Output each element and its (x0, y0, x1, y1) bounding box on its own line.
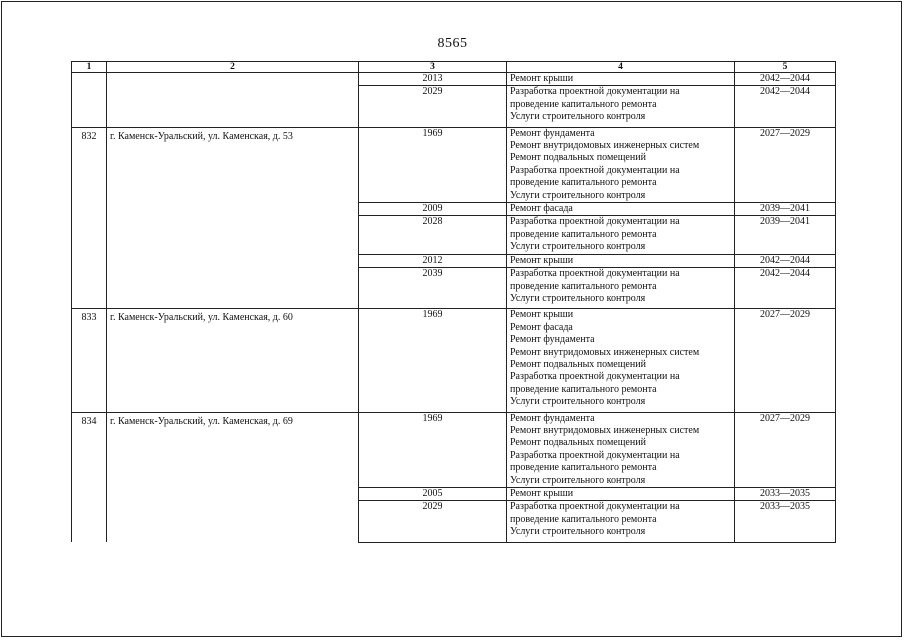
work-item: Услуги строительного контроля (510, 396, 646, 408)
planned-period: 2042—2044 (735, 254, 836, 267)
entry-address: г. Каменск-Уральский, ул. Каменская, д. 53 (107, 127, 359, 309)
work-item: Разработка проектной документации на (510, 164, 680, 176)
work-item: Ремонт крыши (510, 254, 574, 266)
column-header-3: 3 (359, 62, 507, 73)
planned-period: 2027—2029 (735, 412, 836, 487)
build-year: 2013 (359, 73, 507, 86)
planned-period: 2042—2044 (735, 73, 836, 86)
work-item: Разработка проектной документации на (510, 371, 680, 383)
spacer-cell (735, 539, 836, 543)
build-year: 2012 (359, 254, 507, 267)
build-year: 2005 (359, 488, 507, 501)
work-list (507, 127, 735, 202)
work-item: проведение капитального ремонта (510, 98, 657, 110)
work-item: проведение капитального ремонта (510, 513, 657, 525)
column-header-4: 4 (507, 62, 735, 73)
work-list (507, 309, 735, 409)
spacer-cell (507, 539, 735, 543)
work-item: Разработка проектной документации на (510, 268, 680, 280)
entry-address (107, 73, 359, 128)
work-item: Разработка проектной документации на (510, 501, 680, 513)
work-item: Ремонт фундамента (510, 412, 595, 424)
work-item: Услуги строительного контроля (510, 526, 646, 538)
work-item: Ремонт фундамента (510, 127, 595, 139)
planned-period: 2039—2041 (735, 203, 836, 216)
work-list (507, 268, 735, 306)
work-list (507, 488, 735, 501)
work-item: Ремонт крыши (510, 488, 574, 499)
work-item: Разработка проектной документации на (510, 216, 680, 228)
work-item: проведение капитального ремонта (510, 462, 657, 474)
build-year: 1969 (359, 127, 507, 202)
work-item: Ремонт подвальных помещений (510, 437, 646, 449)
work-item: Разработка проектной документации на (510, 449, 680, 461)
page-number: 8565 (437, 36, 468, 51)
work-item: Ремонт подвальных помещений (510, 152, 646, 164)
header-row (72, 62, 836, 73)
work-item: Ремонт подвальных помещений (510, 358, 646, 370)
work-item: Ремонт фасада (510, 203, 573, 215)
entry-number (72, 73, 107, 128)
work-list (507, 254, 735, 267)
entry-number: 834 (72, 412, 107, 542)
work-item: проведение капитального ремонта (510, 177, 657, 189)
column-header-2: 2 (107, 62, 359, 73)
work-item: Ремонт внутридомовых инженерных систем (510, 346, 700, 358)
column-header-5: 5 (735, 62, 836, 73)
build-year: 2028 (359, 216, 507, 254)
work-list (507, 86, 735, 124)
build-year: 2009 (359, 203, 507, 216)
planned-period: 2042—2044 (735, 268, 836, 306)
planned-period: 2033—2035 (735, 501, 836, 539)
build-year: 2039 (359, 268, 507, 306)
work-list (507, 412, 735, 487)
entry-number: 832 (72, 127, 107, 309)
work-item: проведение капитального ремонта (510, 280, 657, 292)
planned-period: 2042—2044 (735, 86, 836, 124)
planned-period: 2027—2029 (735, 127, 836, 202)
work-item: Услуги строительного контроля (510, 189, 646, 201)
work-item: Услуги строительного контроля (510, 111, 646, 123)
work-item: Услуги строительного контроля (510, 292, 646, 304)
build-year: 1969 (359, 309, 507, 409)
work-list (507, 501, 735, 539)
entry-number: 833 (72, 309, 107, 412)
table-row (72, 73, 836, 86)
work-item: Ремонт фундамента (510, 334, 595, 346)
work-item: Ремонт внутридомовых инженерных систем (510, 140, 700, 152)
work-item: Ремонт фасада (510, 321, 573, 333)
work-item: Ремонт крыши (510, 309, 574, 321)
work-list (507, 73, 735, 86)
work-item: проведение капитального ремонта (510, 383, 657, 395)
table-row (72, 127, 836, 202)
work-item: Услуги строительного контроля (510, 474, 646, 486)
entry-address: г. Каменск-Уральский, ул. Каменская, д. 60 (107, 309, 359, 412)
column-header-1: 1 (72, 62, 107, 73)
work-list (507, 216, 735, 254)
work-item: проведение капитального ремонта (510, 228, 657, 240)
spacer-cell (359, 539, 507, 543)
table-body (72, 62, 836, 543)
work-item: Ремонт крыши (510, 73, 574, 84)
planned-period: 2027—2029 (735, 309, 836, 409)
table-row (72, 309, 836, 409)
entry-address: г. Каменск-Уральский, ул. Каменская, д. 69 (107, 412, 359, 542)
work-item: Услуги строительного контроля (510, 241, 646, 253)
build-year: 1969 (359, 412, 507, 487)
work-item: Разработка проектной документации на (510, 86, 680, 98)
build-year: 2029 (359, 86, 507, 124)
planned-period: 2033—2035 (735, 488, 836, 501)
registry-table (71, 61, 836, 543)
table-row (72, 412, 836, 487)
work-list (507, 203, 735, 216)
build-year: 2029 (359, 501, 507, 539)
work-item: Ремонт внутридомовых инженерных систем (510, 424, 700, 436)
planned-period: 2039—2041 (735, 216, 836, 254)
